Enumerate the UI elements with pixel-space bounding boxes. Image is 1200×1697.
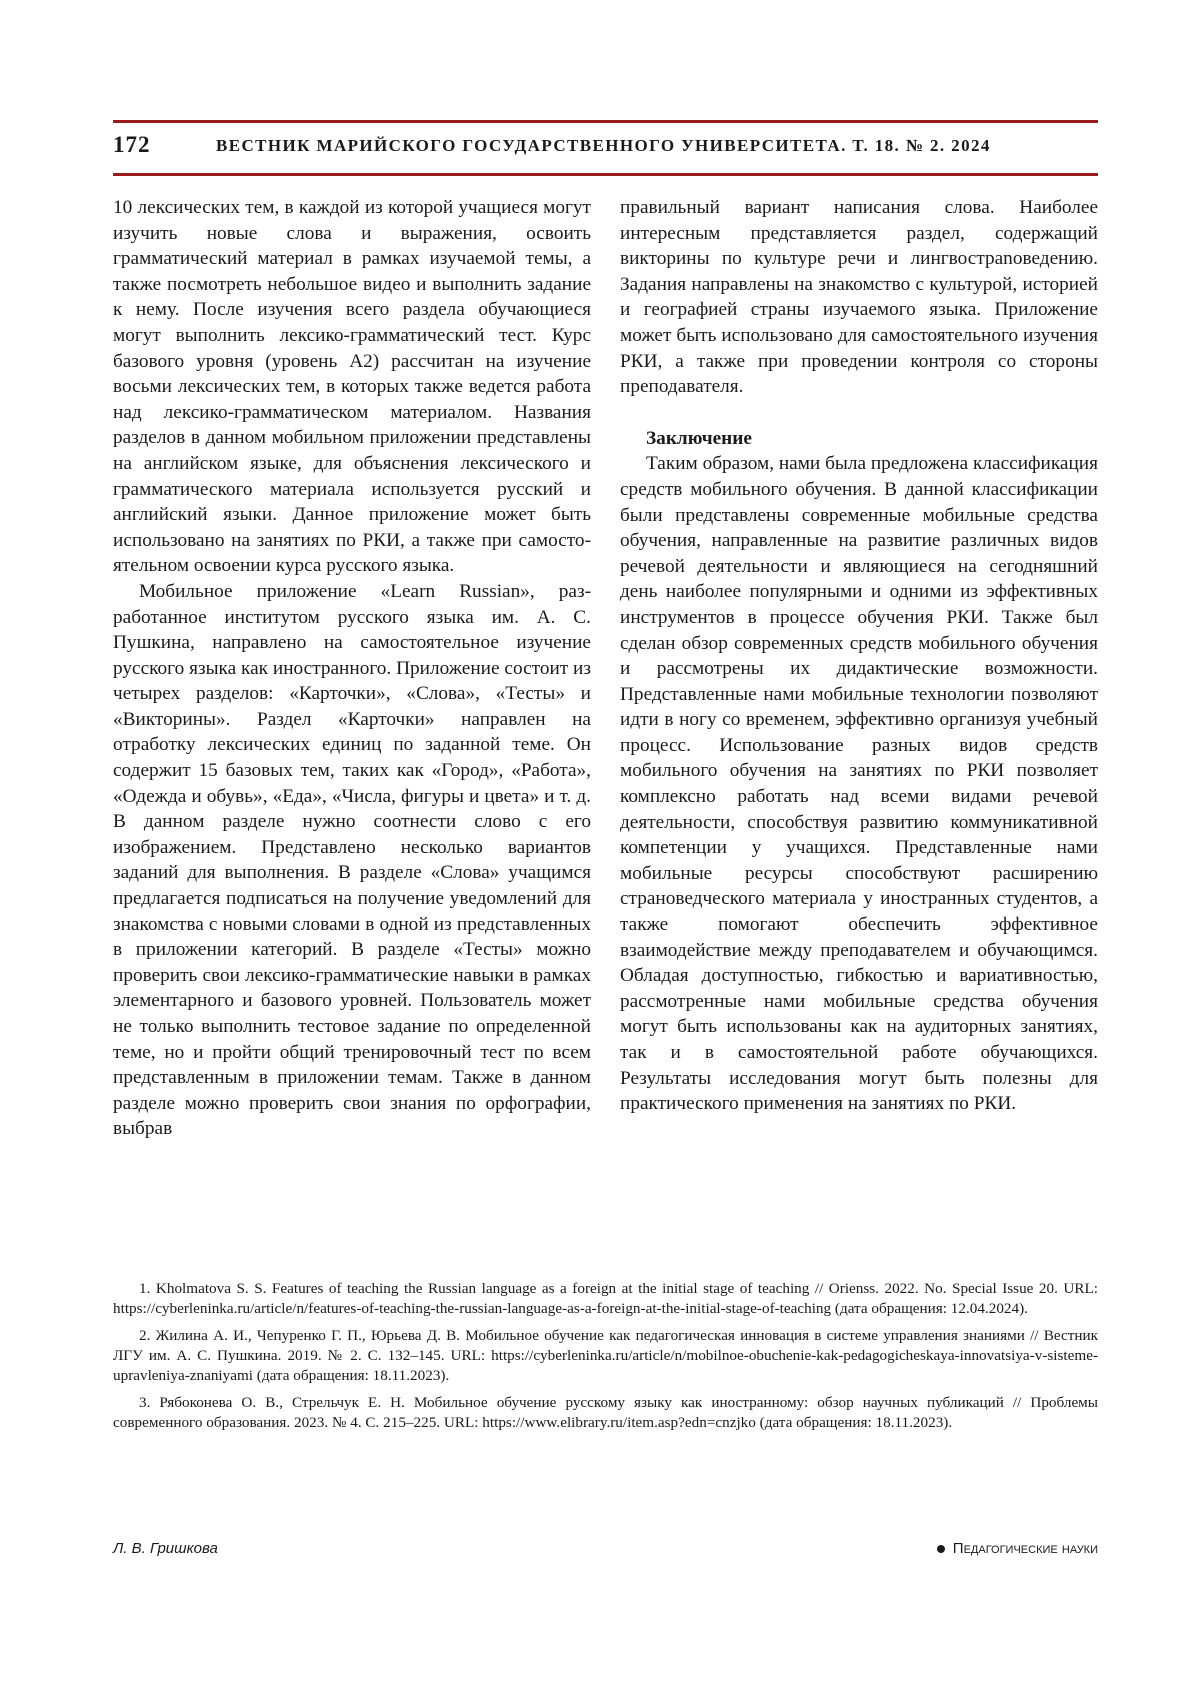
reference-item: 1. Kholmatova S. S. Features of teaching the Russian language as a foreign at the initial stage of teaching // Orienss. 2022. No. Special Issue 20. URL: https://cyberleninka.ru/article/n/features-of-teaching-the-russian-language-as-a-foreign-at-the-initial-stage-of-teaching (дата обращения: 12.04.2024). bbox=[113, 1280, 1098, 1317]
bullet-icon bbox=[937, 1545, 945, 1553]
header-bottom-rule bbox=[113, 173, 1098, 176]
section-tag-label: Педагогические науки bbox=[952, 1540, 1098, 1557]
author-name: Л. В. Гришкова bbox=[113, 1540, 218, 1557]
left-column bbox=[113, 195, 591, 1142]
section-heading: Заключение bbox=[646, 427, 752, 449]
right-paragraph-1: правильный вариант написания слова. Наиболее интересным представляется раздел, содержащий викторины по культуре речи и лингвострanoведению. Задания направлены на знакомство с культурой, историей и географией страны изучаемого языка. Приложение может быть использовано для самостоятельного изучения РКИ, а также при проведении контроля со стороны преподавателя. bbox=[620, 197, 1098, 398]
header-top-rule bbox=[113, 120, 1098, 123]
running-footer bbox=[113, 1540, 1098, 1564]
reference-list bbox=[113, 1279, 1098, 1440]
right-column bbox=[620, 195, 1098, 1117]
running-header bbox=[113, 132, 1098, 166]
reference-item: 3. Рябоконева О. В., Стрельчук Е. Н. Мобильное обучение русскому языку как иностранному: обзор научных публикаций // Проблемы современного образования. 2023. № 4. С. 215–225. URL: https://www.elibrary.ru/item.asp?edn=cnzjko (дата обращения: 18.11.2023). bbox=[113, 1394, 1098, 1431]
page-number: 172 bbox=[113, 132, 151, 157]
section-tag bbox=[937, 1540, 1098, 1557]
left-paragraph-2: Мобильное приложение «Learn Russian», разработанное институтом русского языка им. А. С. Пушкина, направлено на самостоятельное изучение русского языка как иностранного. Приложение состоит из четырех разделов: «Карточки», «Слова», «Тесты» и «Викторины». Раздел «Карточки» направлен на отработку лексических единиц по заданной теме. Он содержит 15 базовых тем, таких как «Город», «Работа», «Одежда и обувь», «Еда», «Числа, фигуры и цвета» и т. д. В данном разделе нужно соотнести слово с его изображением. Представлено несколько вариантов заданий для выполнения. В разделе «Слова» учащимся предлагается подписаться на получение уведомлений для знакомства с новыми словами в одной из представленных в приложении категорий. В разделе «Тесты» можно проверить свои лексико-грамматические навыки в рамках элементарного и базового уровней. Пользователь может не только выполнить тестовое задание по определенной теме, но и пройти общий тренировочный тест по всем представленным в приложении темам. Также в данном разделе можно проверить свои знания по орфографии, выбрав bbox=[113, 580, 591, 1140]
left-paragraph-1: 10 лексических тем, в каждой из которой учащиеся могут изучить новые слова и выражения, освоить грамматический материал в рамках изучаемой темы, а также посмотреть небольшое видео и выполнить задание к нему. После изучения всего раздела обучающиеся могут выполнить лексико-грамматический тест. Курс базового уровня (уровень А2) рассчитан на изучение восьми лексических тем, в которых также ведется работа над лексико-грамматическом материалом. Названия разделов в данном мобильном приложении представлены на английском языке, для объяснения лексического и грамматического материала используется русский и английский языки. Данное приложение может быть использовано на занятиях по РКИ, а также при самостоятельном освоении курса русского языка. bbox=[113, 197, 591, 577]
journal-title: ВЕСТНИК МАРИЙСКОГО ГОСУДАРСТВЕННОГО УНИВЕРСИТЕТА. Т. 18. № 2. 2024 bbox=[216, 136, 991, 155]
reference-item: 2. Жилина А. И., Чепуренко Г. П., Юрьева Д. В. Мобильное обучение как педагогическая инновация в системе управления знаниями // Вестник ЛГУ им. А. С. Пушкина. 2019. № 2. С. 132–145. URL: https://cyberleninka.ru/article/n/mobilnoe-obuchenie-kak-pedagogicheskaya-innovatsiya-v-sisteme-upravleniya-znaniyami (дата обращения: 18.11.2023). bbox=[113, 1327, 1098, 1384]
right-paragraph-2: Таким образом, нами была предложена классификация средств мобильного обучения. В данной классификации были представлены современные мобильные средства обучения, направленные на развитие различных видов речевой деятельности и являющиеся на сегодняшний день наиболее популярными и одними из эффективных инструментов в процессе обучения РКИ. Также был сделан обзор современных средств мобильного обучения и рассмотрены их дидактические возможности. Представленные нами мобильные технологии позволяют идти в ногу со временем, эффективно организуя учебный процесс. Использование разных видов средств мобильного обучения на занятиях по РКИ позволяет комплексно работать над всеми видами речевой деятельности, способствуя развитию коммуникативной компетенции у учащихся. Представленные нами мобильные ресурсы способствуют расширению страноведческого материала у иностранных студентов, а также помогают обеспечить эффективное взаимодействие между преподавателем и обучающимся. Обладая доступностью, гибкостью и вариативностью, рассмотренные нами мобильные средства обучения могут быть использованы как на аудиторных занятиях, так и в самостоятельной работе обучающихся. Результаты исследования могут быть полезны для практического применения на занятиях по РКИ. bbox=[620, 453, 1098, 1115]
